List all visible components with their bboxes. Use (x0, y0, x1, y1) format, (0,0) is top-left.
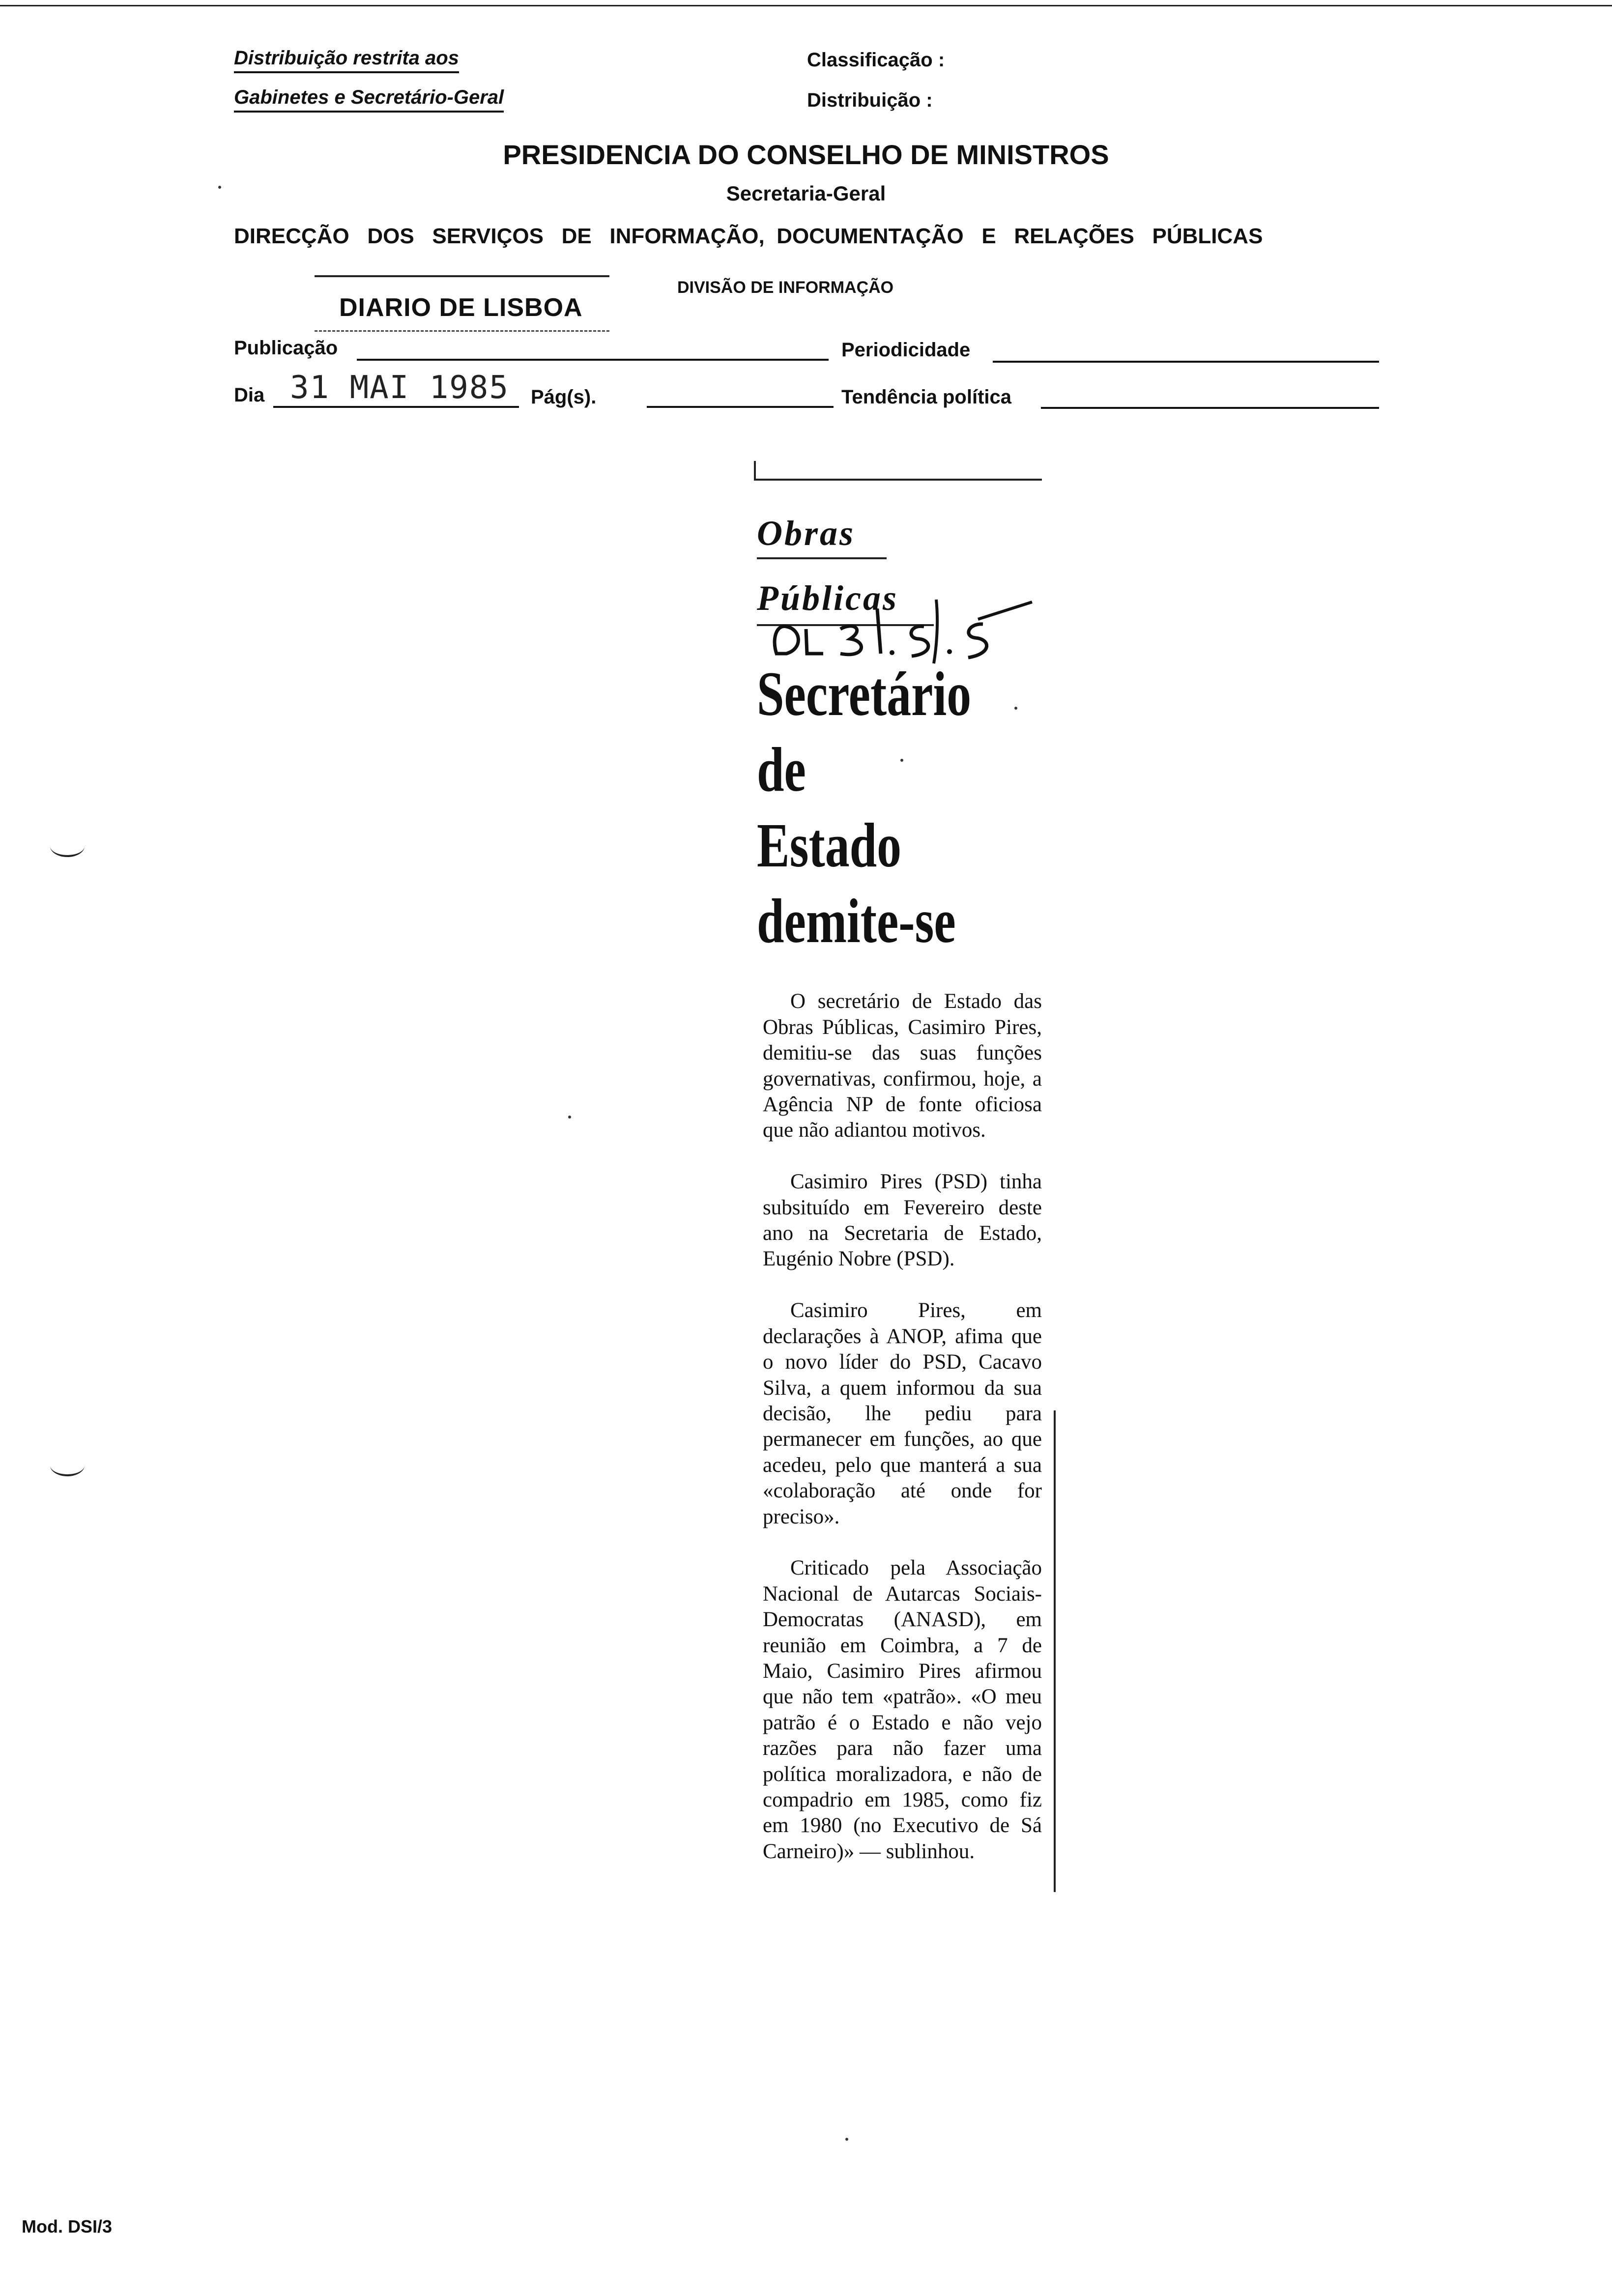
article-body (763, 963, 1042, 1891)
scan-speck (900, 759, 903, 762)
periodicidade-label: Periodicidade (841, 339, 971, 361)
top-border-line (0, 5, 1612, 6)
clipping-corner-mark (754, 461, 756, 481)
article-paragraph-2: Casimiro Pires (PSD) tinha subsituído em Fevereiro deste ano na Secretaria de Estado, Eugénio Nobre (PSD). (763, 1170, 1042, 1271)
tendencia-label: Tendência política (841, 386, 1011, 408)
dia-field-line (273, 406, 519, 408)
classificacao-label: Classificação : (807, 49, 945, 71)
divisao-informacao: DIVISÃO DE INFORMAÇÃO (677, 278, 894, 297)
scan-speck (568, 1116, 571, 1119)
headline-line2: de (757, 735, 806, 804)
article-paragraph-1: O secretário de Estado das Obras Públicas, Casimiro Pires, demitiu-se das suas funções governativas, confirmou, hoje, a Agência NP de fonte oficiosa que não adiantou motivos. (763, 990, 1042, 1142)
periodicidade-field-line (993, 361, 1379, 363)
publicacao-label: Publicação (234, 337, 338, 359)
date-stamp: 31 MAI 1985 (290, 370, 509, 406)
distribuicao-label: Distribuição : (807, 89, 933, 111)
scan-speck (218, 186, 221, 189)
clipping-top-rule (754, 479, 1042, 481)
restricted-distribution-line1: Distribuição restrita aos (234, 47, 459, 73)
stamp-bottom-rule (315, 330, 609, 332)
clipping-right-edge (1054, 1410, 1056, 1892)
ministry-title: PRESIDENCIA DO CONSELHO DE MINISTROS (503, 139, 1109, 170)
tendencia-field-line (1041, 407, 1379, 409)
pags-field-line (647, 406, 834, 408)
section-title-line1: Obras (757, 514, 856, 553)
headline-line1: Secretário (757, 659, 972, 729)
publicacao-field-line (357, 359, 829, 361)
dia-label: Dia (234, 384, 265, 406)
headline-line3: Estado (757, 810, 902, 880)
binder-hole-mark-lower (50, 1455, 85, 1476)
direccao-servicos: DIRECÇÃO DOS SERVIÇOS DE INFORMAÇÃO, DOCUMENTAÇÃO E RELAÇÕES PÚBLICAS (234, 224, 1263, 248)
section-title-line2: Públicas (757, 578, 899, 618)
secretaria-geral: Secretaria-Geral (726, 182, 886, 205)
publication-stamp: DIARIO DE LISBOA (339, 293, 583, 322)
headline-line4: demite-se (757, 886, 956, 956)
stamp-top-rule (315, 275, 609, 277)
article-paragraph-3: Casimiro Pires, em declarações à ANOP, afima que o novo líder do PSD, Cacavo Silva, a quem informou da sua decisão, lhe pediu para permanecer em funções, ao que acedeu, pelo que manterá a sua «colaboração até onde for preciso». (763, 1299, 1042, 1528)
handwritten-date-annotation (767, 580, 1042, 668)
pags-label: Pág(s). (531, 386, 597, 408)
binder-hole-mark-upper (50, 835, 85, 857)
section-title-underline (757, 557, 887, 559)
form-model-code: Mod. DSI/3 (22, 2216, 113, 2237)
restricted-distribution-line2: Gabinetes e Secretário-Geral (234, 86, 504, 113)
article-paragraph-4: Criticado pela Associação Nacional de Autarcas Sociais-Democratas (ANASD), em reunião em Coimbra, a 7 de Maio, Casimiro Pires afirmou que não tem «patrão». «O meu patrão é o Estado e não vejo razões para não fazer uma política moralizadora, e não de compadrio em 1985, como fiz em 1980 (no Executivo de Sá Carneiro)» — sublinhou. (763, 1556, 1042, 1863)
scan-speck (1014, 707, 1017, 710)
scan-speck (845, 2138, 848, 2141)
